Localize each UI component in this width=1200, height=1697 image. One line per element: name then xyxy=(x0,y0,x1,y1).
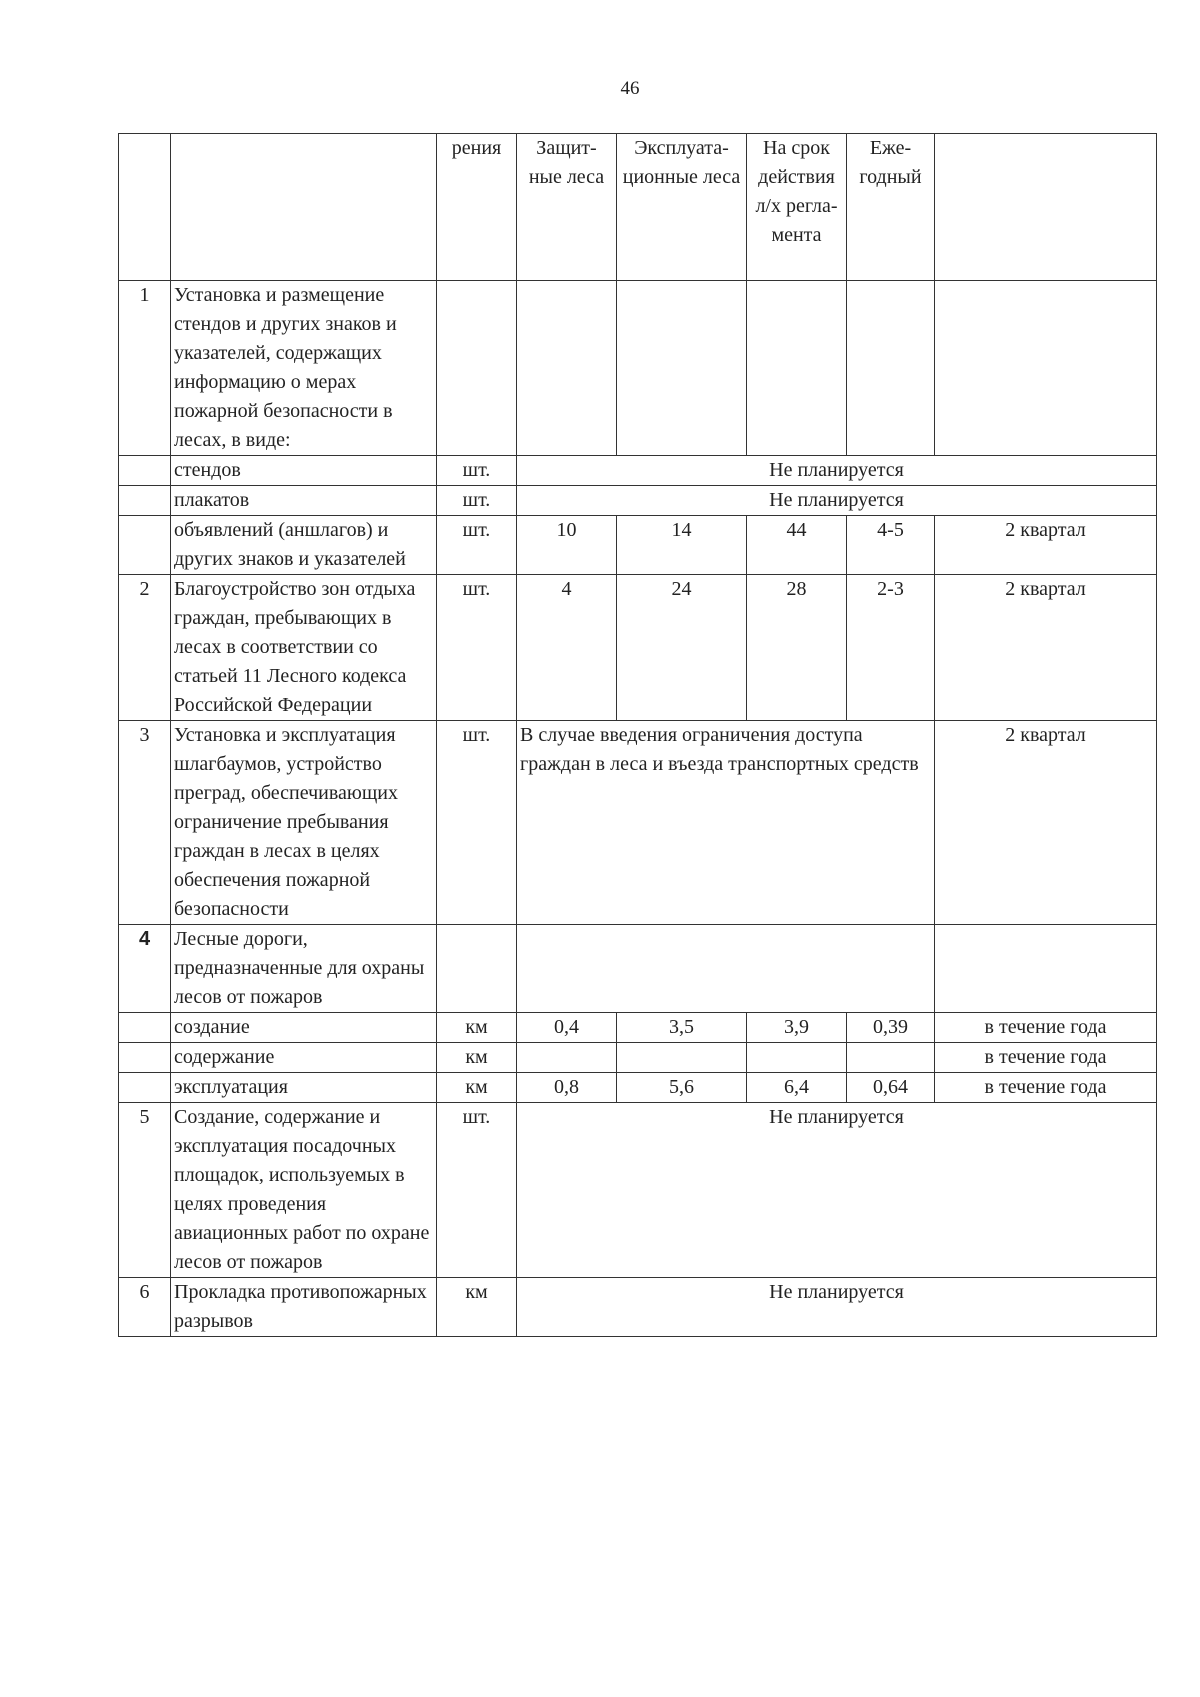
table-row xyxy=(119,456,1157,486)
table-row xyxy=(119,925,1157,1013)
annual-value: 4-5 xyxy=(847,516,935,575)
exploitation-value: 24 xyxy=(617,575,747,721)
measure-name: содержание xyxy=(171,1043,437,1073)
table-row xyxy=(119,721,1157,925)
unit-cell: км xyxy=(437,1043,517,1073)
annual-value: 0,39 xyxy=(847,1013,935,1043)
unit-cell: км xyxy=(437,1278,517,1337)
fire-safety-measures-table xyxy=(118,133,1157,1337)
header-measure xyxy=(171,134,437,281)
unit-cell: шт. xyxy=(437,1103,517,1278)
header-exploitation-forests: Эксплуата-ционные леса xyxy=(617,134,747,281)
table-row xyxy=(119,1103,1157,1278)
header-number xyxy=(119,134,171,281)
row-number: 3 xyxy=(119,721,171,925)
table-row xyxy=(119,575,1157,721)
exploitation-value: 3,5 xyxy=(617,1013,747,1043)
term-value: 2 квартал xyxy=(935,516,1157,575)
table-header-row xyxy=(119,134,1157,281)
not-planned-note: Не планируется xyxy=(517,1103,1157,1278)
header-regulation-period: На срок действия л/х регла-мента xyxy=(747,134,847,281)
header-protective-forests: Защит-ные леса xyxy=(517,134,617,281)
exploitation-value: 14 xyxy=(617,516,747,575)
table-row xyxy=(119,1278,1157,1337)
measure-name: Установка и размещение стендов и других знаков и указателей, содержащих информацию о мерах пожарной безопасности в лесах, в виде: xyxy=(171,281,437,456)
row-number: 5 xyxy=(119,1103,171,1278)
condition-note: В случае введения ограничения доступа граждан в леса и въезда транспортных средств xyxy=(517,721,935,925)
unit-cell: шт. xyxy=(437,575,517,721)
annual-value: 2-3 xyxy=(847,575,935,721)
table-row xyxy=(119,1043,1157,1073)
unit-cell: шт. xyxy=(437,721,517,925)
term-value: в течение года xyxy=(935,1013,1157,1043)
header-term xyxy=(935,134,1157,281)
protective-value: 0,4 xyxy=(517,1013,617,1043)
measure-name: Лесные дороги, предназначенные для охраны лесов от пожаров xyxy=(171,925,437,1013)
unit-cell: км xyxy=(437,1013,517,1043)
unit-cell: шт. xyxy=(437,456,517,486)
total-value: 6,4 xyxy=(747,1073,847,1103)
row-number: 2 xyxy=(119,575,171,721)
measure-name: стендов xyxy=(171,456,437,486)
protective-value: 4 xyxy=(517,575,617,721)
term-value: 2 квартал xyxy=(935,575,1157,721)
exploitation-value: 5,6 xyxy=(617,1073,747,1103)
unit-cell: км xyxy=(437,1073,517,1103)
measure-name: Создание, содержание и эксплуатация посадочных площадок, используемых в целях проведения авиационных работ по охране лесов от пожаров xyxy=(171,1103,437,1278)
table-row xyxy=(119,1013,1157,1043)
term-value: 2 квартал xyxy=(935,721,1157,925)
measure-name: объявлений (аншлагов) и других знаков и указателей xyxy=(171,516,437,575)
header-unit: рения xyxy=(437,134,517,281)
table-row xyxy=(119,1073,1157,1103)
protective-value: 10 xyxy=(517,516,617,575)
measure-name: Установка и эксплуатация шлагбаумов, устройство преград, обеспечивающих ограничение пребывания граждан в лесах в целях обеспечения пожарной безопасности xyxy=(171,721,437,925)
not-planned-note: Не планируется xyxy=(517,486,1157,516)
unit-cell: шт. xyxy=(437,486,517,516)
measure-name: плакатов xyxy=(171,486,437,516)
row-number: 1 xyxy=(119,281,171,456)
not-planned-note: Не планируется xyxy=(517,456,1157,486)
table-row xyxy=(119,281,1157,456)
unit-cell: шт. xyxy=(437,516,517,575)
measure-name: Прокладка противопожарных разрывов xyxy=(171,1278,437,1337)
table-row xyxy=(119,486,1157,516)
term-value: в течение года xyxy=(935,1043,1157,1073)
total-value: 28 xyxy=(747,575,847,721)
page-number: 46 xyxy=(620,78,640,99)
measure-name: эксплуатация xyxy=(171,1073,437,1103)
header-annual: Еже-годный xyxy=(847,134,935,281)
measure-name: Благоустройство зон отдыха граждан, пребывающих в лесах в соответствии со статьей 11 Лесного кодекса Российской Федерации xyxy=(171,575,437,721)
term-value: в течение года xyxy=(935,1073,1157,1103)
measure-name: создание xyxy=(171,1013,437,1043)
total-value: 3,9 xyxy=(747,1013,847,1043)
protective-value: 0,8 xyxy=(517,1073,617,1103)
annual-value: 0,64 xyxy=(847,1073,935,1103)
row-number: 4 xyxy=(119,925,171,1013)
not-planned-note: Не планируется xyxy=(517,1278,1157,1337)
row-number: 6 xyxy=(119,1278,171,1337)
table-row xyxy=(119,516,1157,575)
total-value: 44 xyxy=(747,516,847,575)
